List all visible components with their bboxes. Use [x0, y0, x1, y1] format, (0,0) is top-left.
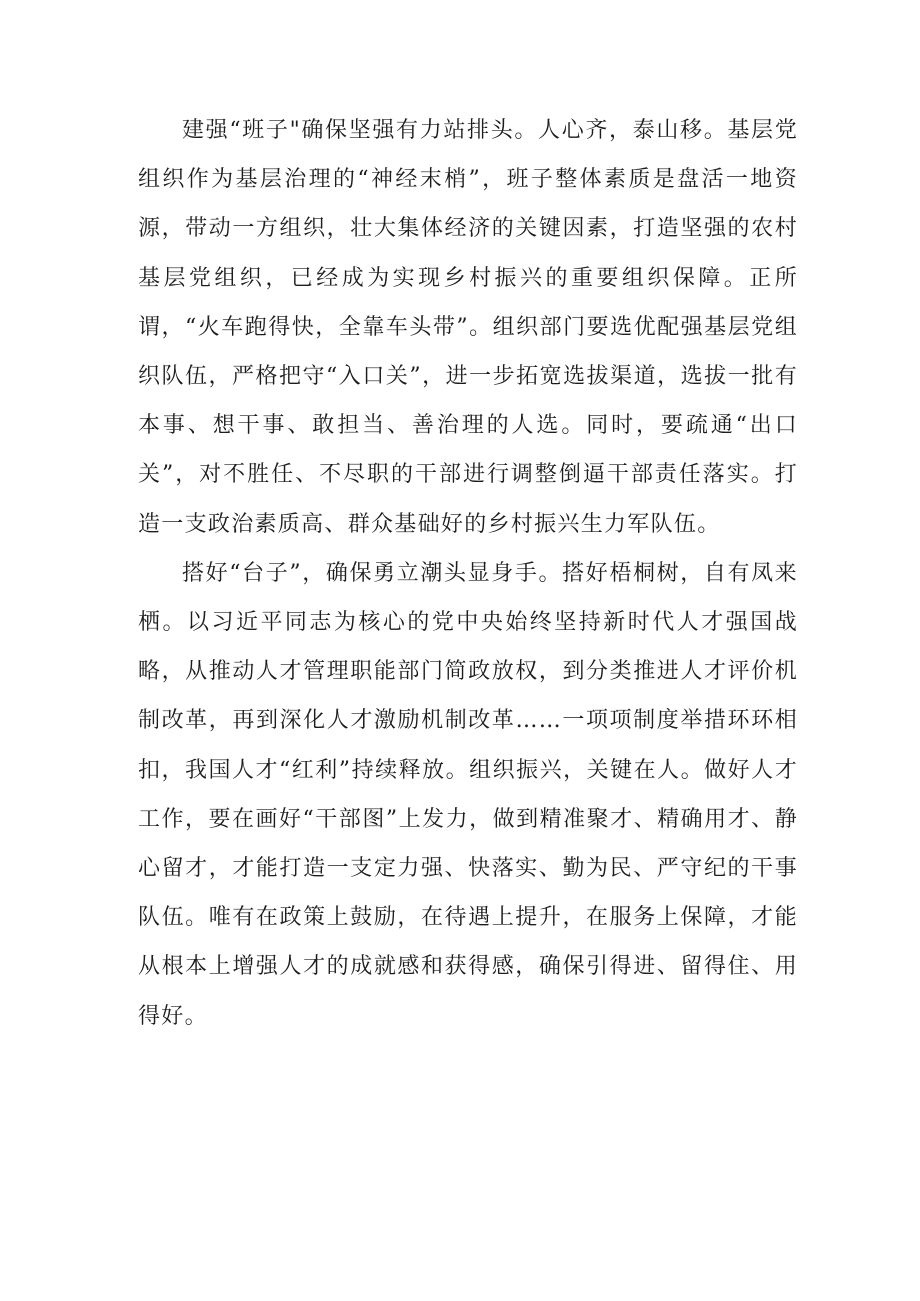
paragraph-team-building: 建强“班子"确保坚强有力站排头。人心齐，泰山移。基层党组织作为基层治理的“神经末梢”，班子整体素质是盘活一地资源，带动一方组织，壮大集体经济的关键因素，打造坚强的农村基层党组织，已经成为实现乡村振兴的重要组织保障。正所谓，“火车跑得快，全靠车头带”。组织部门要选优配强基层党组织队伍，严格把守“入口关”，进一步拓宽选拔渠道，选拔一批有本事、想干事、敢担当、善治理的人选。同时，要疏通“出口关”，对不胜任、不尽职的干部进行调整倒逼干部责任落实。打造一支政治素质高、群众基础好的乡村振兴生力军队伍。 — [138, 118, 798, 537]
paragraph-talent-platform: 搭好“台子”，确保勇立潮头显身手。搭好梧桐树，自有凤来栖。以习近平同志为核心的党中央始终坚持新时代人才强国战略，从推动人才管理职能部门简政放权，到分类推进人才评价机制改革，再到深化人才激励机制改革……一项项制度举措环环相扣，我国人才“红利”持续释放。组织振兴，关键在人。做好人才工作，要在画好“干部图”上发力，做到精准聚才、精确用才、静心留才，才能打造一支定力强、快落实、勤为民、严守纪的干事队伍。唯有在政策上鼓励，在待遇上提升，在服务上保障，才能从根本上增强人才的成就感和获得感，确保引得进、留得住、用得好。 — [138, 560, 798, 1029]
document-body — [138, 106, 798, 1041]
